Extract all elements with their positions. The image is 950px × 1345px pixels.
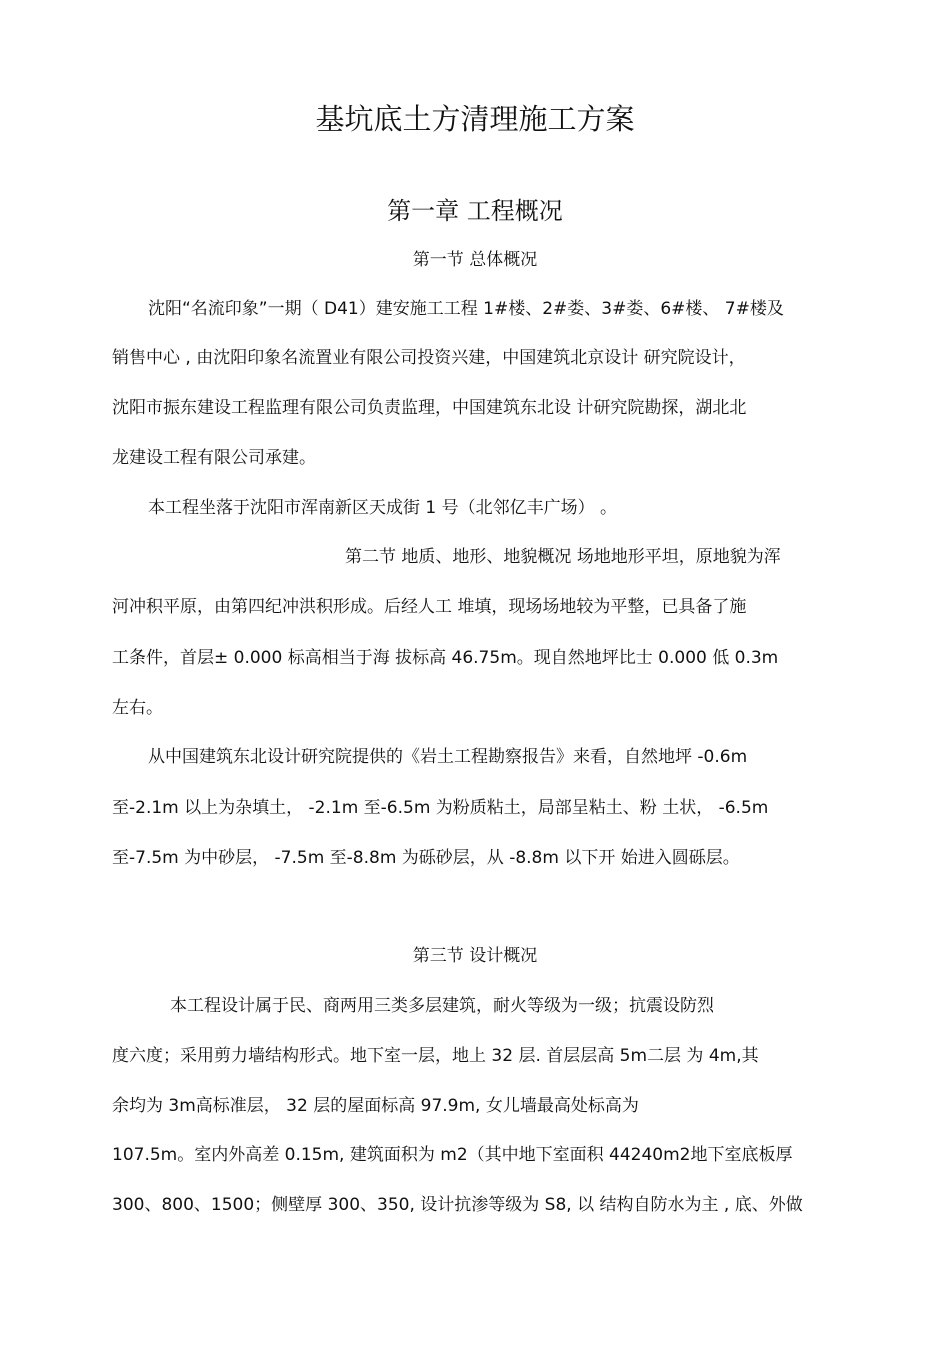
paragraph-line: 本工程设计属于民、商两用三类多层建筑，耐火等级为一级；抗震设防烈 [170,996,714,1016]
paragraph-line: 河冲积平原，由第四纪冲洪积形成。后经人工 堆填，现场场地较为平整，已具备了施 [112,597,747,617]
paragraph-line: 107.5m。室内外高差 0.15m, 建筑面积为 m2（其中地下室面积 44240m2地下室底板厚 [112,1145,793,1165]
chapter-heading: 第一章 工程概况 [387,197,563,225]
paragraph-line: 龙建设工程有限公司承建。 [112,448,316,468]
section-heading-1: 第一节 总体概况 [412,250,538,270]
document-title: 基坑底土方清理施工方案 [315,102,635,136]
paragraph-line: 沈阳市振东建设工程监理有限公司负责监理，中国建筑东北设 计研究院勘探，湖北北 [112,398,747,418]
paragraph-line: 余均为 3m高标准层， 32 层的屋面标高 97.9m, 女儿墙最高处标高为 [112,1096,639,1116]
paragraph-line: 至-7.5m 为中砂层， -7.5m 至-8.8m 为砾砂层，从 -8.8m 以下开 始进入圆砾层。 [112,848,740,868]
paragraph-line: 300、800、1500；侧壁厚 300、350, 设计抗渗等级为 S8, 以 结构自防水为主 , 底、外做 [112,1195,803,1215]
paragraph-line: 第二节 地质、地形、地貌概况 场地地形平坦，原地貌为浑 [345,547,781,567]
paragraph-line: 销售中心 , 由沈阳印象名流置业有限公司投资兴建，中国建筑北京设计 研究院设计， [112,348,746,368]
paragraph-line: 至-2.1m 以上为杂填土， -2.1m 至-6.5m 为粉质粘土，局部呈粘土、粉 土状， -6.5m [112,798,769,818]
paragraph-line: 工条件，首层± 0.000 标高相当于海 拔标高 46.75m。现自然地坪比士 0.000 低 0.3m [112,648,779,668]
paragraph-line: 本工程坐落于沈阳市浑南新区天成街 1 号（北邻亿丰广场） 。 [148,498,618,518]
paragraph-line: 从中国建筑东北设计研究院提供的《岩土工程勘察报告》来看，自然地坪 -0.6m [148,747,748,767]
paragraph-line: 度六度；采用剪力墙结构形式。地下室一层，地上 32 层. 首层层高 5m二层 为 4m,其 [112,1046,759,1066]
paragraph-line: 左右。 [112,698,163,718]
paragraph-line: 沈阳“名流印象”一期（ D41）建安施工工程 1#楼、2#娄、3#娄、6#楼、 7#楼及 [148,299,784,319]
section-heading-3: 第三节 设计概况 [412,946,538,966]
